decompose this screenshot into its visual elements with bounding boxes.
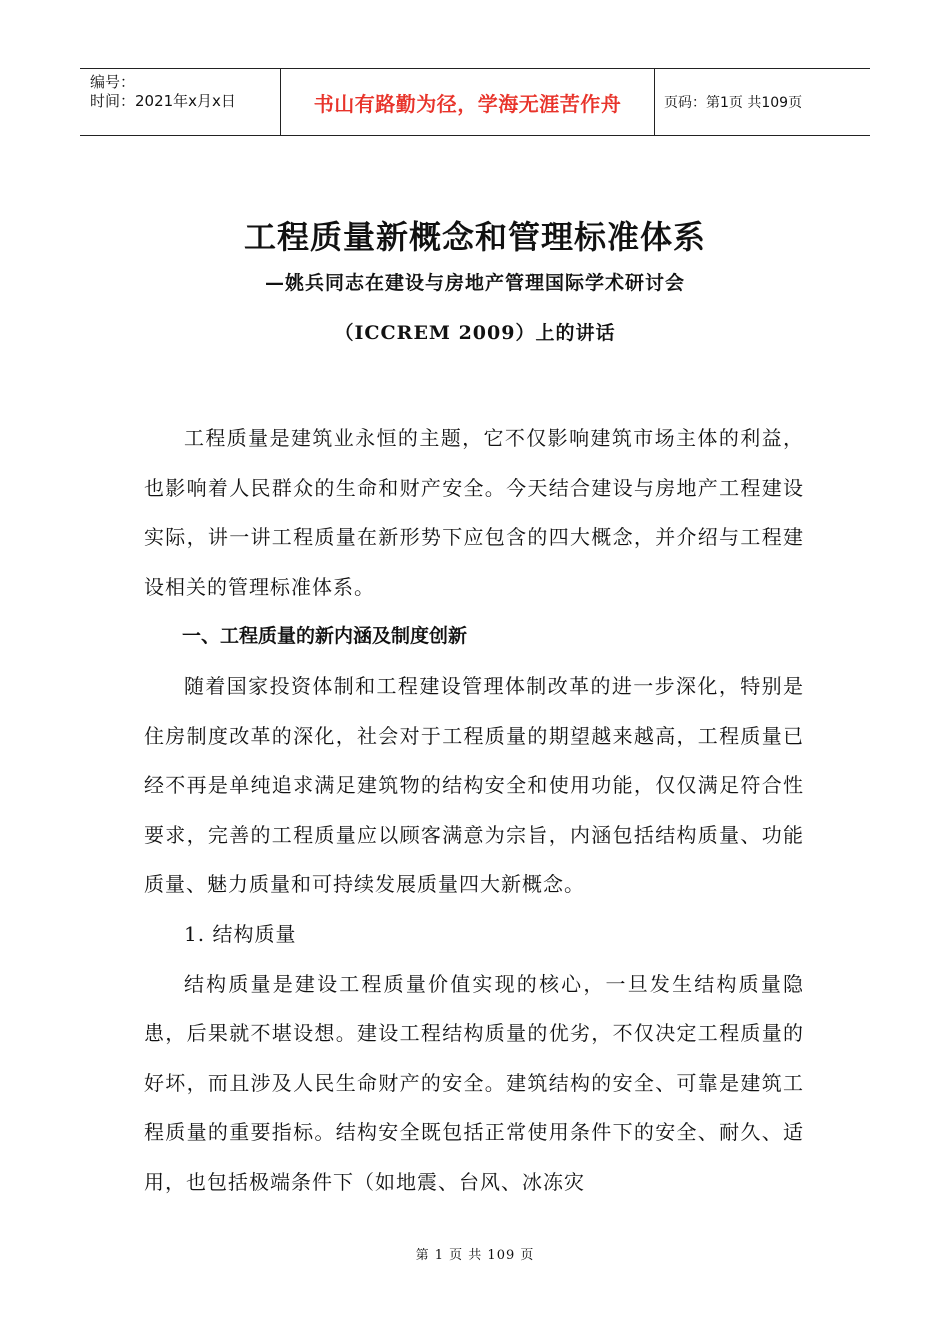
header-motto-cell bbox=[281, 69, 655, 135]
number-label: 编号： bbox=[90, 73, 136, 91]
document-subtitle-line2: （ICCREM 2009）上的讲话 bbox=[334, 322, 616, 344]
intro-paragraph: 工程质量是建筑业永恒的主题，它不仅影响建筑市场主体的利益，也影响着人民群众的生命和财产安全。今天结合建设与房地产工程建设实际，讲一讲工程质量在新形势下应包含的四大概念，并介绍与工程建设相关的管理标准体系。 bbox=[144, 426, 804, 599]
subsection-heading: 1. 结构质量 bbox=[184, 921, 297, 946]
time-label: 时间：2021年x月x日 bbox=[90, 92, 236, 110]
header-meta-cell bbox=[80, 69, 281, 135]
section-paragraph: 随着国家投资体制和工程建设管理体制改革的进一步深化，特别是住房制度改革的深化，社会对于工程质量的期望越来越高，工程质量已经不再是单纯追求满足建筑物的结构安全和使用功能，仅仅满足符合性要求，完善的工程质量应以顾客满意为宗旨，内涵包括结构质量、功能质量、魅力质量和可持续发展质量四大新概念。 bbox=[144, 673, 804, 897]
motto-text: 书山有路勤为径，学海无涯苦作舟 bbox=[313, 91, 622, 116]
header-table bbox=[80, 68, 870, 136]
document-body bbox=[144, 414, 804, 1208]
page-info: 页码：第1页 共109页 bbox=[664, 95, 803, 111]
subsection-paragraph: 结构质量是建设工程质量价值实现的核心，一旦发生结构质量隐患，后果就不堪设想。建设工程结构质量的优劣，不仅决定工程质量的好坏，而且涉及人民生命财产的安全。建筑结构的安全、可靠是建筑工程质量的重要指标。结构安全既包括正常使用条件下的安全、耐久、适用，也包括极端条件下（如地震、台风、冰冻灾 bbox=[144, 971, 804, 1194]
section-heading: 一、工程质量的新内涵及制度创新 bbox=[182, 625, 468, 648]
document-subtitle-line1: —姚兵同志在建设与房地产管理国际学术研讨会 bbox=[264, 272, 685, 294]
document-title: 工程质量新概念和管理标准体系 bbox=[243, 218, 706, 256]
page-footer: 第 1 页 共 109 页 bbox=[415, 1248, 535, 1263]
header-page-cell bbox=[655, 69, 870, 135]
